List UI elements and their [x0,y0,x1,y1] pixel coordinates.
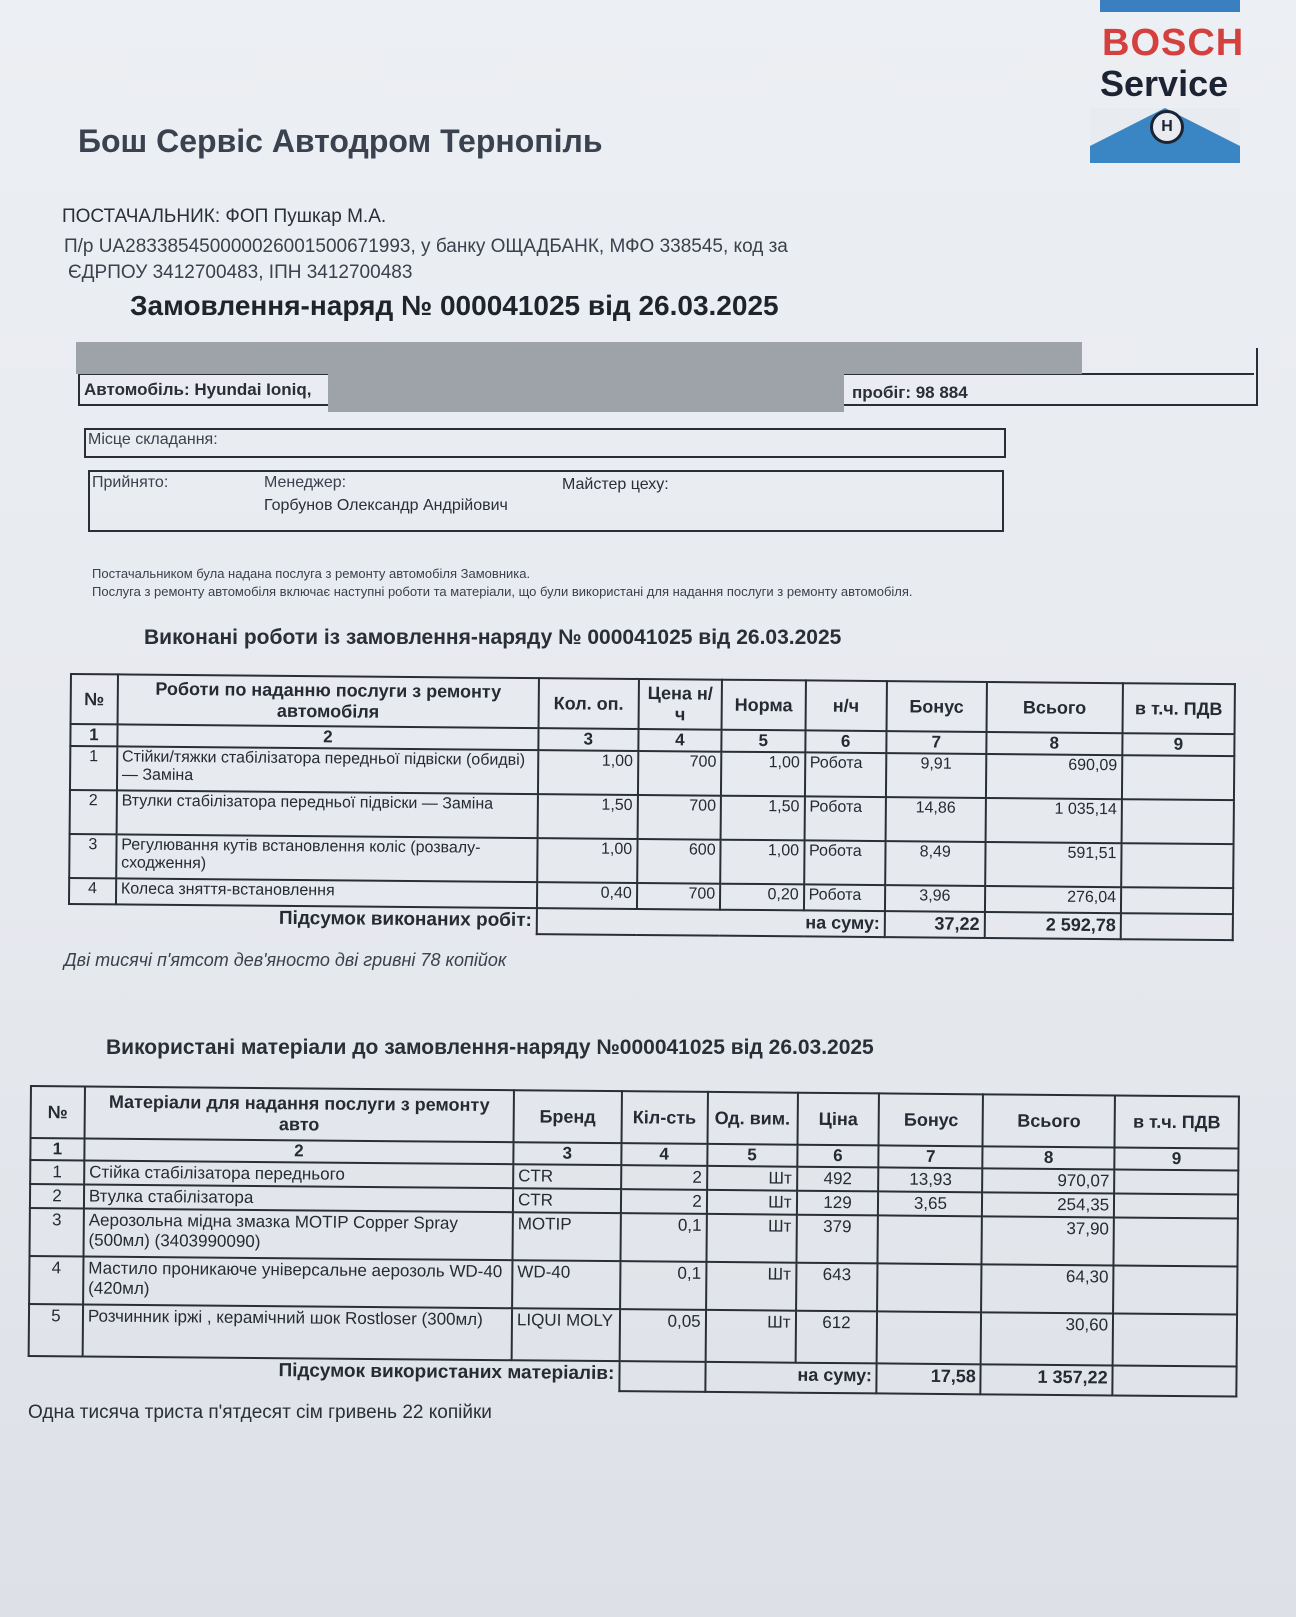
materials-section-title: Використані матеріали до замовлення-наряду №000041025 від 26.03.2025 [106,1036,874,1059]
workshop-master-label: Майстер цеху: [562,476,669,493]
company-title: Бош Сервіс Автодром Тернопіль [78,123,603,159]
column-number: 4 [638,729,722,752]
work-name: Колеса зняття-встановлення [116,878,537,908]
material-price: 129 [796,1191,878,1216]
column-number: 6 [797,1145,879,1168]
logo-service: Service [1100,63,1229,104]
row-number: 3 [69,834,116,878]
column-number: 6 [805,730,887,753]
materials-header-cell: Кіл-сть [621,1091,707,1144]
works-section-title: Виконані роботи із замовлення-наряду № 000041025 від 26.03.2025 [144,626,842,649]
materials-header-cell: Бонус [879,1093,983,1146]
works-header-cell: в т.ч. ПДВ [1123,683,1235,734]
accepted-label: Прийнято: [92,474,169,491]
materials-header-cell: Ціна [797,1093,879,1146]
work-unit: Робота [805,752,887,797]
materials-table [27,1085,1240,1398]
logo-brand: BOSCH [1102,22,1245,64]
works-header-cell: н/ч [805,680,887,731]
material-bonus [878,1263,982,1312]
materials-header-cell: Всього [983,1094,1115,1147]
materials-sum-label: на суму: [705,1362,877,1393]
material-total: 254,35 [982,1192,1114,1217]
material-brand: LIQUI MOLY [512,1308,620,1361]
work-total: 591,51 [985,842,1122,887]
materials-summary-label: Підсумок використаних матеріалів: [278,1360,615,1385]
work-price: 600 [637,839,721,884]
material-unit: Шт [706,1214,796,1263]
works-header-cell: Норма [722,680,806,731]
logo-top-bar [1100,0,1240,12]
materials-header-cell: в т.ч. ПДВ [1115,1095,1239,1148]
material-brand: WD-40 [512,1260,620,1309]
work-bonus: 9,91 [886,753,986,798]
row-number: 4 [29,1256,83,1304]
work-price: 700 [637,883,721,910]
work-vat [1122,799,1234,844]
row-number: 1 [70,746,117,790]
materials-header-cell: № [31,1086,85,1138]
material-bonus: 3,65 [878,1191,982,1216]
row-number: 3 [30,1208,84,1256]
material-name: Мастило проникаюче універсальне аерозоль WD-40 (420мл) [83,1256,512,1308]
column-number: 7 [879,1145,983,1168]
material-unit: Шт [706,1262,796,1311]
work-bonus: 3,96 [885,885,985,912]
materials-header-cell: Бренд [513,1090,621,1143]
work-vat [1121,843,1233,888]
bosch-service-logo [1090,0,1245,165]
works-header-cell: Бонус [886,681,986,732]
column-number: 2 [117,724,538,750]
place-label: Місце складання: [88,431,218,448]
works-header-cell: Роботи по наданню послуги з ремонту автомобіля [117,674,539,728]
material-vat [1113,1313,1237,1366]
works-header-cell: Всього [986,682,1123,733]
work-total: 1 035,14 [985,798,1122,843]
bosch-armature-icon: H [1150,110,1184,144]
row-number: 1 [30,1160,84,1184]
material-price: 379 [796,1215,878,1264]
work-price: 700 [638,751,722,796]
work-vat [1122,755,1234,800]
work-name: Стійки/тяжки стабілізатора передньої підвіски (обидві) — Заміна [117,746,539,794]
material-qty: 0,1 [620,1261,706,1310]
material-qty: 0,1 [620,1213,706,1262]
material-bonus: 13,93 [879,1167,983,1192]
material-unit: Шт [707,1190,797,1215]
column-number: 9 [1114,1147,1238,1170]
works-table [68,673,1236,941]
works-header-cell: № [71,674,118,724]
redacted-block [328,374,844,412]
work-norm: 0,20 [720,884,804,911]
works-sum-label: на суму: [537,908,885,937]
work-bonus: 14,86 [886,797,986,842]
works-summary-label: Підсумок виконаних робіт: [278,907,532,932]
material-qty: 2 [621,1165,707,1190]
work-norm: 1,50 [721,796,805,841]
work-bonus: 8,49 [885,841,985,886]
works-sum-total: 2 592,78 [984,912,1121,939]
place-box [84,428,1006,458]
column-number: 1 [30,1138,84,1160]
material-total: 37,90 [982,1216,1114,1265]
row-number: 2 [70,790,117,834]
mileage-label: пробіг: 98 884 [852,383,968,402]
column-number: 1 [70,724,117,746]
materials-header-cell: Матеріали для надання послуги з ремонту авто [84,1086,513,1142]
work-qty: 1,00 [538,750,638,795]
work-qty: 1,50 [538,794,638,839]
material-qty: 2 [621,1189,707,1214]
materials-header-cell: Од. вим. [707,1092,797,1145]
material-total: 64,30 [981,1264,1113,1313]
column-number: 5 [721,730,805,753]
material-bonus [878,1215,982,1264]
column-number: 7 [886,731,986,754]
material-bonus [877,1311,981,1364]
column-number: 8 [983,1146,1115,1169]
work-unit: Робота [804,796,886,841]
column-number: 8 [986,732,1123,755]
service-note-2: Послуга з ремонту автомобіля включає наступні роботи та матеріали, що були використані для надання послуги з ремонту автомобіля. [92,584,913,599]
bank-details-line-1: П/р UA283385450000026001500671993, у банку ОЩАДБАНК, МФО 338545, код за [64,236,788,257]
materials-sum-in-words: Одна тисяча триста п'ятдесят сім гривень 22 копійки [28,1402,492,1423]
material-brand: MOTIP [512,1212,620,1261]
column-number: 3 [513,1142,621,1165]
work-name: Втулки стабілізатора передньої підвіски — Заміна [116,790,538,838]
material-unit: Шт [705,1310,795,1363]
column-number: 3 [538,728,638,751]
row-number: 2 [30,1184,84,1208]
vehicle-label: Автомобіль: Hyundai Ioniq, [84,380,312,399]
manager-label: Менеджер: [264,474,347,491]
material-name: Аерозольна мідна змазка MOTIP Copper Spray (500мл) (3403990090) [83,1208,512,1260]
work-unit: Робота [804,884,886,911]
column-number: 9 [1122,733,1234,756]
material-vat [1114,1169,1238,1194]
works-sum-bonus: 37,22 [885,911,985,938]
work-total: 690,09 [986,754,1123,799]
manager-name: Горбунов Олександр Андрійович [264,497,508,514]
work-unit: Робота [804,840,886,885]
material-unit: Шт [707,1166,797,1191]
materials-sum-total: 1 357,22 [981,1364,1113,1395]
material-vat [1114,1217,1238,1266]
material-total: 970,07 [982,1168,1114,1193]
material-qty: 0,05 [619,1309,705,1362]
work-norm: 1,00 [720,840,804,885]
material-brand: CTR [513,1164,621,1189]
row-number: 5 [29,1304,83,1356]
acceptance-box [88,470,1004,532]
material-brand: CTR [513,1188,621,1213]
materials-sum-bonus: 17,58 [877,1363,981,1394]
work-vat [1121,887,1233,914]
material-vat [1114,1193,1238,1218]
work-name: Регулювання кутів встановлення коліс (розвалу-сходження) [116,834,538,882]
material-name: Розчинник іржі , керамічний шок Rostloser (300мл) [83,1304,512,1360]
works-sum-in-words: Дві тисячі п'ятсот дев'яносто дві гривні 78 копійок [64,950,507,970]
material-total: 30,60 [981,1312,1113,1365]
work-norm: 1,00 [721,752,805,797]
work-total: 276,04 [985,886,1122,913]
column-number: 4 [621,1143,707,1166]
work-price: 700 [637,795,721,840]
material-price: 492 [797,1167,879,1192]
material-price: 612 [795,1311,877,1364]
bank-details-line-2: ЄДРПОУ 3412700483, ІПН 3412700483 [68,262,413,283]
row-number: 4 [69,878,116,904]
works-header-cell: Кол. оп. [539,678,639,729]
material-price: 643 [796,1263,878,1312]
order-title: Замовлення-наряд № 000041025 від 26.03.2025 [130,290,779,321]
column-number: 5 [707,1144,797,1167]
work-qty: 0,40 [537,882,637,909]
redacted-block [76,342,1082,374]
work-qty: 1,00 [537,838,637,883]
supplier-line: ПОСТАЧАЛЬНИК: ФОП Пушкар М.А. [62,206,387,227]
material-name: Втулка стабілізатора [84,1184,513,1212]
works-header-cell: Цена н/ч [638,679,722,730]
material-vat [1113,1265,1237,1314]
service-note-1: Постачальником була надана послуга з ремонту автомобіля Замовника. [92,566,531,581]
column-number: 2 [84,1138,513,1164]
material-name: Стійка стабілізатора переднього [84,1160,513,1188]
